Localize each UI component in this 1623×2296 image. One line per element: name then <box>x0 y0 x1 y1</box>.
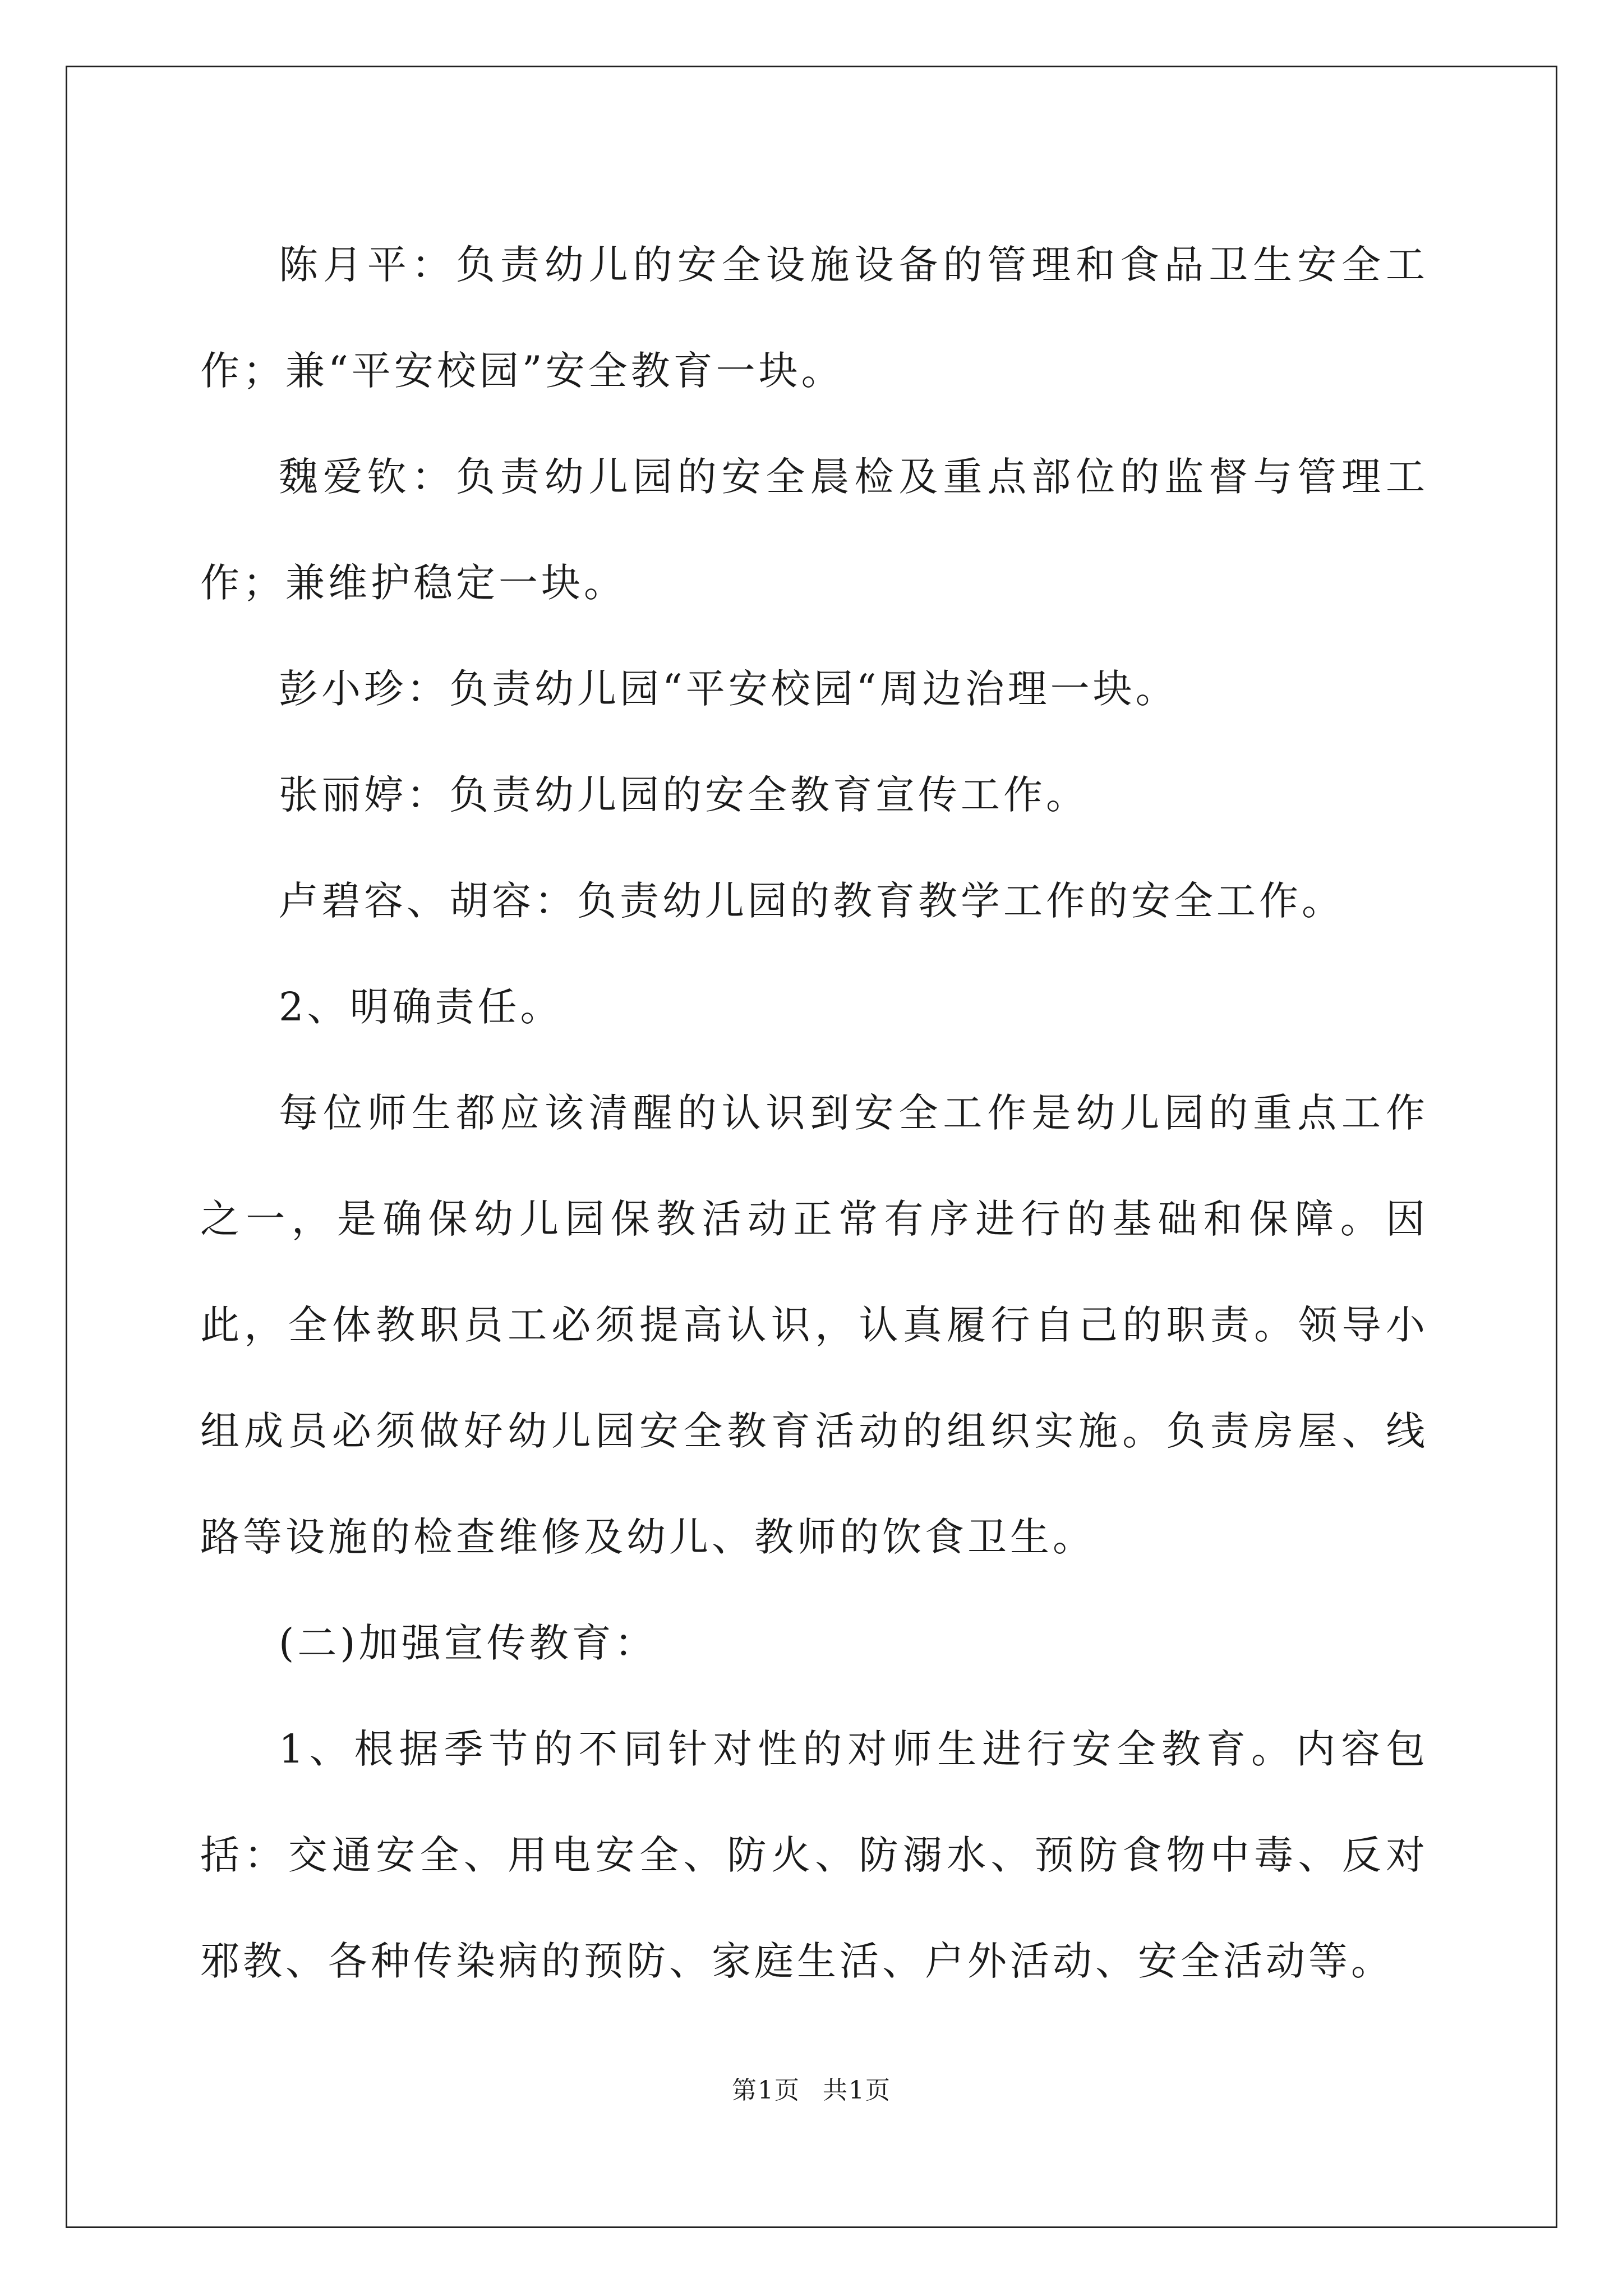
page-number: 第1页 <box>732 2076 800 2105</box>
page-total: 共1页 <box>823 2076 891 2105</box>
paragraph-peng-xiaozhen: 彭小珍：负责幼儿园“平安校园“周边治理一块。 <box>279 666 1178 712</box>
paragraph-responsibility: 每位师生都应该清醒的认识到安全工作是幼儿园的重点工作之一，是确保幼儿园保教活动正常有序进行的基础和保障。因此，全体教职员工必须提高认识，认真履行自己的职责。领导小组成员必须做好幼儿园安全教育活动的组织实施。负责房屋、线路等设施的检查维修及幼儿、教师的饮食卫生。 <box>200 1090 1428 1560</box>
paragraph-zhang-liting: 张丽婷：负责幼儿园的安全教育宣传工作。 <box>279 772 1089 818</box>
paragraph-wei-aiqin: 魏爱钦：负责幼儿园的安全晨检及重点部位的监督与管理工作；兼维护稳定一块。 <box>200 454 1428 606</box>
paragraph-seasonal-education: 1、根据季节的不同针对性的对师生进行安全教育。内容包括：交通安全、用电安全、防火、防溺水、预防食物中毒、反对邪教、各种传染病的预防、家庭生活、户外活动、安全活动等。 <box>200 1726 1428 1984</box>
section-heading-clarify-responsibility: 2、明确责任。 <box>279 984 563 1030</box>
paragraph-chen-yueping: 陈月平：负责幼儿的安全设施设备的管理和食品卫生安全工作；兼“平安校园”安全教育一块。 <box>200 242 1428 394</box>
document-body <box>200 212 1428 2014</box>
section-heading-publicity-education: (二)加强宣传教育： <box>279 1620 657 1666</box>
page-footer <box>0 2070 1623 2106</box>
paragraph-lu-birong-hu-rong: 卢碧容、胡容：负责幼儿园的教育教学工作的安全工作。 <box>279 878 1344 924</box>
